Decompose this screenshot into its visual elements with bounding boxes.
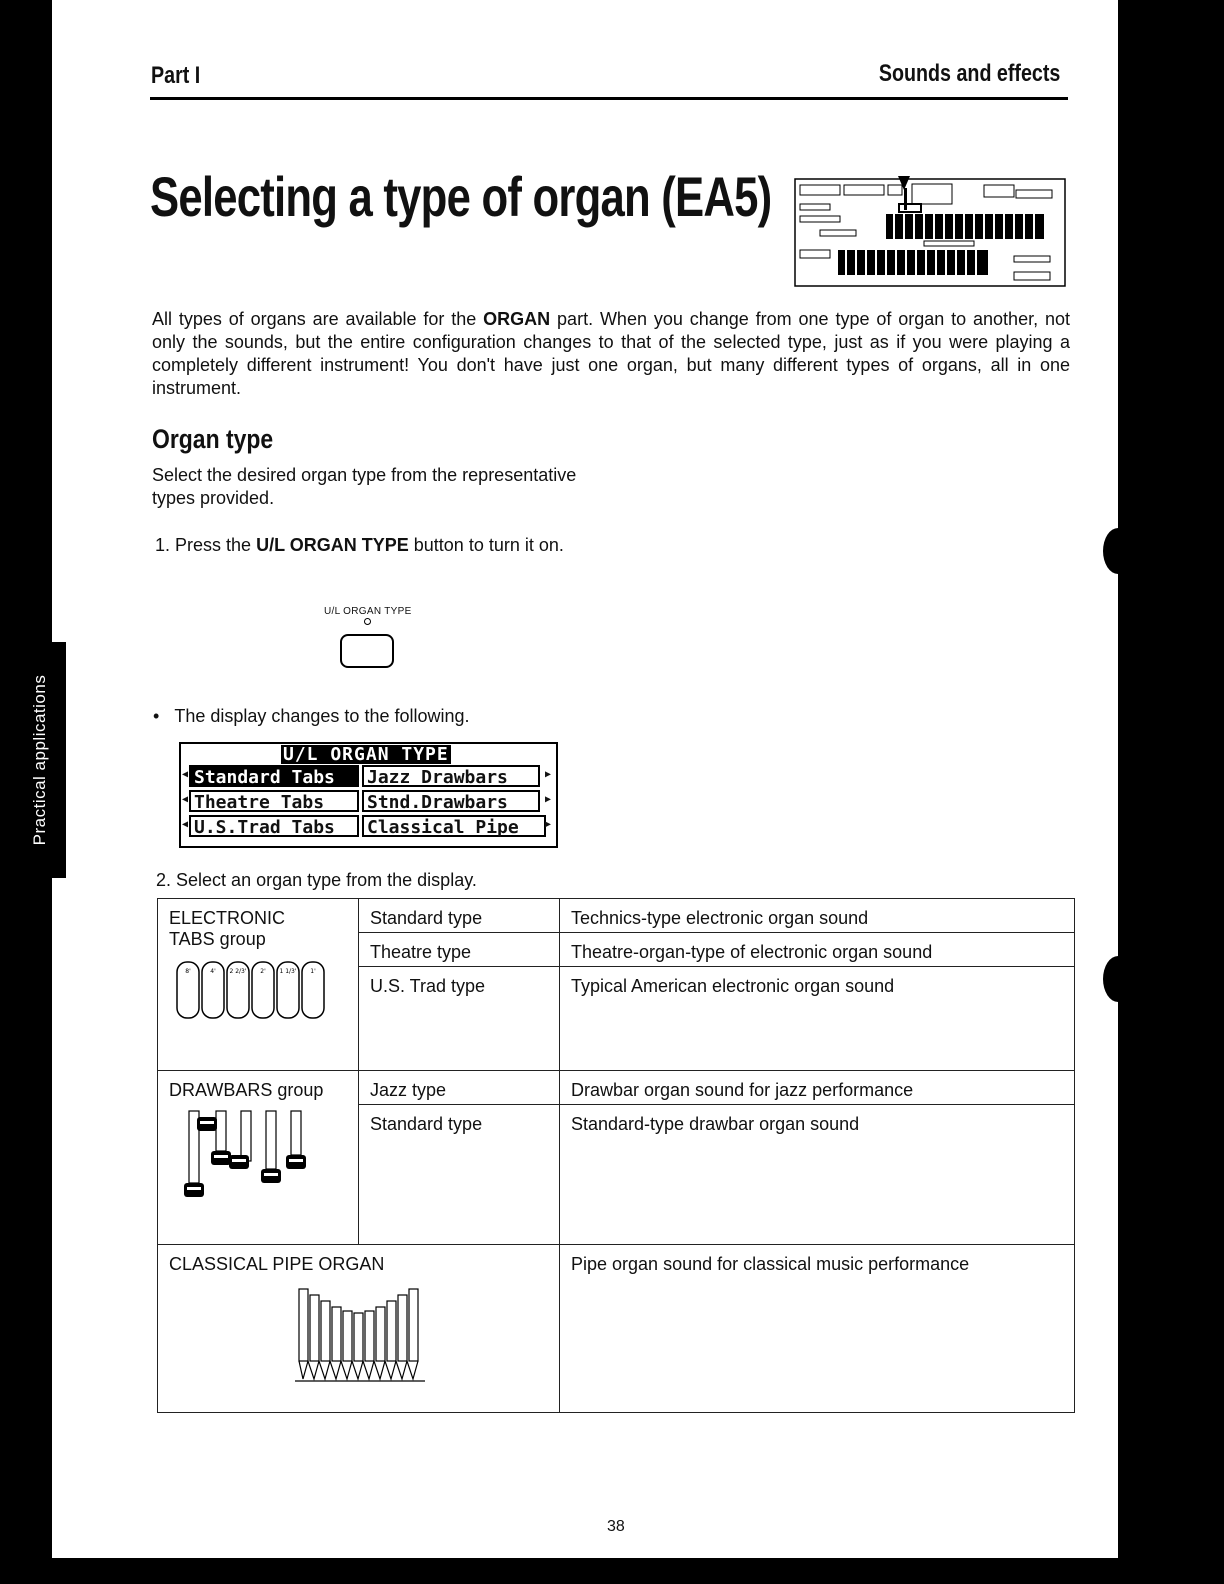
tab-footage-label: 2 2/3' <box>229 968 247 975</box>
type-cell: U.S. Trad type <box>359 967 560 1071</box>
drawbars-icon <box>169 1109 319 1209</box>
scan-border-right <box>1118 0 1224 1584</box>
ul-organ-type-button[interactable] <box>340 634 394 668</box>
tab-footage-label: 2' <box>260 968 266 975</box>
intro-paragraph: All types of organs are available for the ORGAN part. When you change from one type of organ to another, not only the sounds, but the entire configuration changes to that of the selected type, just as if you were playing a completely different instrument! You don't have just one organ, but many different types of organs, all in one instrument. <box>152 309 1070 398</box>
header-part: Part I <box>151 62 201 89</box>
arrow-right-icon: ▶ <box>545 769 552 780</box>
organ-type-table <box>157 898 1075 1413</box>
type-cell: Standard type <box>359 899 560 933</box>
arrow-left-icon: ◀ <box>182 794 189 805</box>
page-number: 38 <box>607 1518 625 1535</box>
bullet-note: • The display changes to the following. <box>153 706 470 726</box>
lcd-option-theatre-tabs[interactable]: Theatre Tabs <box>189 790 359 812</box>
tab-footage-label: 1 1/3' <box>279 968 297 975</box>
electronic-group-cell <box>158 899 359 1071</box>
tab-footage-label: 8' <box>185 968 191 975</box>
pipe-group-cell <box>158 1245 560 1413</box>
drawbars-group-label: DRAWBARS group <box>169 1080 324 1100</box>
step-1: 1. Press the U/L ORGAN TYPE button to turn it on. <box>155 535 564 555</box>
scan-border-bottom <box>0 1558 1224 1584</box>
type-cell: Theatre type <box>359 933 560 967</box>
drawbars-group-cell <box>158 1071 359 1245</box>
desc-cell: Standard-type drawbar organ sound <box>560 1105 1075 1245</box>
binder-hole <box>1103 956 1133 1002</box>
tab-switches-icon <box>169 960 329 1024</box>
section-heading: Organ type <box>152 424 274 454</box>
desc-cell: Technics-type electronic organ sound <box>560 899 1075 933</box>
arrow-right-icon: ▶ <box>545 794 552 805</box>
header-rule <box>150 97 1068 100</box>
step-2: 2. Select an organ type from the display. <box>156 870 477 890</box>
side-tab-label: Practical applications <box>30 674 49 846</box>
lcd-option-standard-tabs[interactable]: Standard Tabs <box>189 765 359 787</box>
lcd-title: U/L ORGAN TYPE <box>283 744 449 765</box>
desc-cell: Typical American electronic organ sound <box>560 967 1075 1071</box>
pipe-organ-icon <box>293 1285 443 1385</box>
arrow-left-icon: ◀ <box>182 769 189 780</box>
header-section: Sounds and effects <box>878 60 1060 87</box>
page-title: Selecting a type of organ (EA5) <box>150 165 772 228</box>
lcd-option-jazz-drawbars[interactable]: Jazz Drawbars <box>362 765 540 787</box>
type-cell: Jazz type <box>359 1071 560 1105</box>
lcd-option-classical-pipe[interactable]: Classical Pipe <box>362 815 546 837</box>
electronic-group-label: ELECTRONIC TABS group <box>169 908 286 949</box>
tab-footage-label: 4' <box>210 968 216 975</box>
button-label: U/L ORGAN TYPE <box>324 606 412 617</box>
lcd-option-stnd-drawbars[interactable]: Stnd.Drawbars <box>362 790 540 812</box>
button-led-icon <box>364 618 371 625</box>
desc-cell: Pipe organ sound for classical music performance <box>560 1245 1075 1413</box>
arrow-right-icon: ▶ <box>545 819 552 830</box>
binder-hole <box>1103 528 1133 574</box>
manual-page <box>52 0 1118 1558</box>
desc-cell: Drawbar organ sound for jazz performance <box>560 1071 1075 1105</box>
lcd-display <box>179 742 558 848</box>
lcd-option-us-trad-tabs[interactable]: U.S.Trad Tabs <box>189 815 359 837</box>
section-text: Select the desired organ type from the representative types provided. <box>152 465 577 508</box>
tab-footage-label: 1' <box>310 968 316 975</box>
pipe-group-label: CLASSICAL PIPE ORGAN <box>169 1254 385 1274</box>
desc-cell: Theatre-organ-type of electronic organ sound <box>560 933 1075 967</box>
type-cell: Standard type <box>359 1105 560 1245</box>
keyboard-panel-icon <box>794 176 1068 288</box>
side-tab <box>14 642 66 878</box>
arrow-left-icon: ◀ <box>182 819 189 830</box>
